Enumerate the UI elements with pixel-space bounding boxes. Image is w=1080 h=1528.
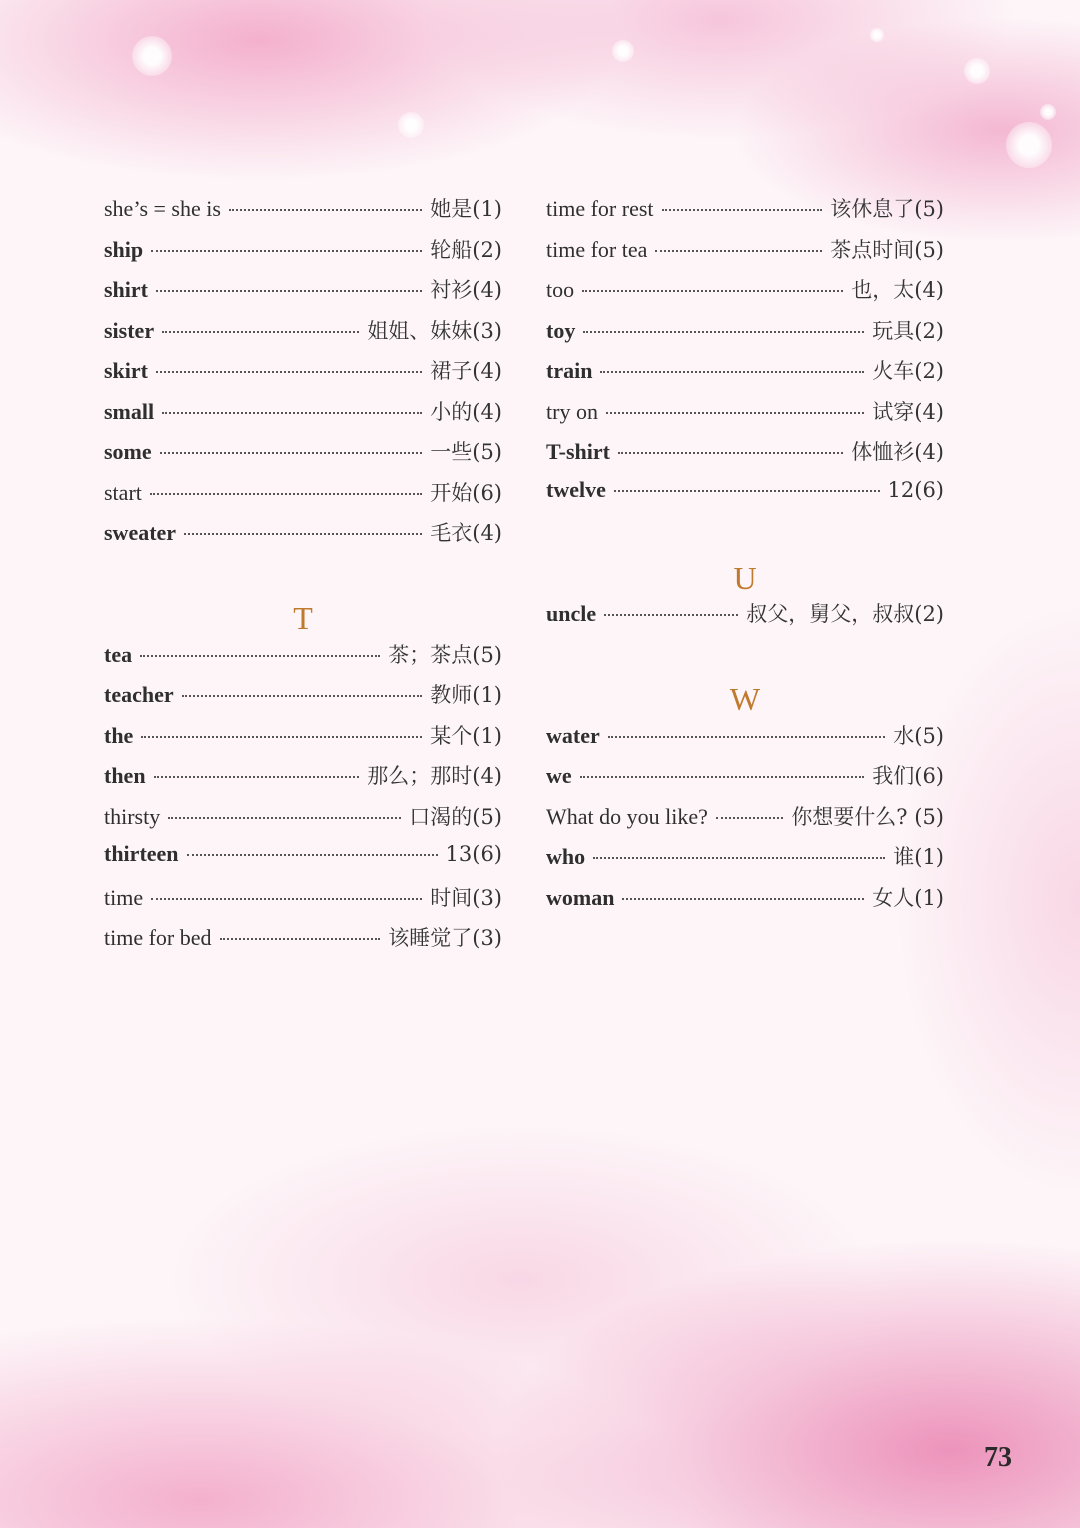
decorative-bubble: [1006, 122, 1052, 168]
entry-meaning: 该睡觉了(3): [388, 926, 502, 950]
decorative-bubble: [398, 112, 424, 138]
dot-leader: [154, 776, 360, 778]
entry-meaning: 水(5): [893, 723, 944, 748]
glossary-column-right: [546, 193, 944, 922]
dot-leader: [151, 898, 422, 900]
entry-meaning: 姐姐、妹妹(3): [367, 318, 502, 343]
entry-word: tea: [104, 641, 133, 667]
glossary-entry: [104, 396, 502, 437]
dot-leader: [229, 209, 422, 211]
dot-leader: [150, 493, 422, 495]
letter-section-heading: U: [733, 559, 757, 596]
dot-leader: [618, 452, 843, 454]
glossary-entry: [546, 841, 944, 882]
decorative-bubble: [1040, 104, 1056, 120]
entry-meaning: 开始(6): [430, 480, 502, 505]
letter-section-heading: T: [293, 600, 313, 636]
glossary-entry: [104, 234, 502, 275]
glossary-entry: [104, 882, 502, 923]
glossary-entry: [546, 760, 944, 801]
dot-leader: [662, 209, 823, 211]
glossary-entry: [104, 720, 502, 761]
entry-word: who: [546, 844, 586, 869]
glossary-entry: [546, 436, 944, 477]
entry-word: sister: [104, 317, 155, 343]
glossary-entry: [104, 639, 502, 680]
entry-meaning: 一些(5): [430, 440, 502, 464]
dot-leader: [622, 898, 864, 900]
entry-word: shirt: [104, 277, 148, 302]
glossary-entry: [104, 315, 502, 356]
dot-leader: [600, 371, 864, 373]
glossary-entry: [546, 720, 944, 761]
dot-leader: [184, 533, 422, 535]
section-spacer: [104, 558, 502, 599]
entry-meaning: 该休息了(5): [830, 197, 944, 221]
entry-meaning: 也，太(4): [851, 278, 944, 302]
entry-word: start: [104, 479, 142, 505]
entry-word: we: [546, 763, 572, 788]
glossary-column-left: [104, 193, 502, 963]
glossary-entry: [546, 801, 944, 842]
entry-word: sweater: [104, 520, 177, 545]
entry-word: train: [546, 358, 593, 383]
dot-leader: [160, 452, 423, 454]
glossary-entry: [104, 517, 502, 558]
dot-leader: [593, 857, 885, 859]
entry-word: woman: [546, 884, 615, 910]
glossary-entry: [546, 598, 944, 639]
dot-leader: [580, 776, 865, 778]
section-spacer: [546, 639, 944, 680]
glossary-entry: [546, 193, 944, 234]
entry-word: thirsty: [104, 803, 161, 829]
glossary-entry: [104, 193, 502, 234]
entry-word: too: [546, 277, 575, 302]
entry-meaning: 茶点时间(5): [830, 237, 944, 262]
entry-meaning: 玩具(2): [872, 318, 944, 343]
dot-leader: [655, 250, 822, 252]
page-number: 73: [984, 1442, 1012, 1473]
dot-leader: [182, 695, 423, 697]
entry-word: time for bed: [104, 925, 212, 950]
entry-word: thirteen: [104, 841, 179, 866]
glossary-entry: [104, 922, 502, 963]
dot-leader: [156, 371, 422, 373]
entry-word: teacher: [104, 682, 174, 707]
entry-word: toy: [546, 317, 576, 343]
entry-meaning: 试穿(4): [872, 399, 944, 424]
dot-leader: [162, 331, 359, 333]
entry-meaning: 那么；那时(4): [367, 764, 502, 788]
entry-meaning: 毛衣(4): [430, 521, 502, 545]
entry-meaning: 某个(1): [430, 723, 502, 748]
entry-word: she’s = she is: [104, 196, 221, 221]
glossary-entry: [104, 274, 502, 315]
glossary-entry: [546, 274, 944, 315]
entry-meaning: 衬衫(4): [430, 278, 502, 302]
entry-meaning: 裙子(4): [430, 359, 502, 383]
glossary-entry: [104, 355, 502, 396]
entry-word: time for rest: [546, 196, 654, 221]
entry-meaning: 13(6): [445, 842, 502, 866]
glossary-entry: [104, 477, 502, 518]
entry-word: time for tea: [546, 236, 648, 262]
glossary-entry: [546, 882, 944, 923]
entry-meaning: 她是(1): [430, 197, 502, 221]
dot-leader: [140, 655, 380, 657]
entry-word: some: [104, 439, 152, 464]
entry-meaning: 火车(2): [872, 359, 944, 383]
dot-leader: [582, 290, 843, 292]
entry-meaning: 你想要什么? (5): [791, 804, 944, 829]
dot-leader: [604, 614, 738, 616]
glossary-entry: [546, 396, 944, 437]
decorative-bubble: [964, 58, 990, 84]
entry-meaning: 女人(1): [872, 885, 944, 910]
glossary-entry: [104, 760, 502, 801]
entry-meaning: 谁(1): [893, 845, 944, 869]
dot-leader: [156, 290, 422, 292]
dot-leader: [614, 490, 880, 492]
dot-leader: [151, 250, 422, 252]
glossary-entry: [104, 841, 502, 882]
entry-word: skirt: [104, 358, 148, 383]
decorative-bubble: [870, 28, 884, 42]
dot-leader: [220, 938, 381, 940]
entry-word: twelve: [546, 476, 606, 502]
entry-word: water: [546, 722, 600, 748]
glossary-entry: [546, 477, 944, 518]
entry-meaning: 轮船(2): [430, 237, 502, 262]
entry-word: try on: [546, 398, 598, 424]
section-spacer: [546, 517, 944, 558]
entry-word: What do you like?: [546, 803, 708, 829]
glossary-entry: [546, 355, 944, 396]
dot-leader: [583, 331, 864, 333]
glossary-entry: [546, 234, 944, 275]
letter-section-heading: W: [729, 681, 761, 717]
entry-meaning: 教师(1): [430, 683, 502, 707]
entry-word: T-shirt: [546, 439, 610, 464]
dot-leader: [606, 412, 864, 414]
entry-meaning: 小的(4): [430, 399, 502, 424]
entry-word: uncle: [546, 601, 597, 626]
glossary-entry: [104, 436, 502, 477]
dot-leader: [168, 817, 401, 819]
entry-word: then: [104, 763, 146, 788]
dot-leader: [162, 412, 422, 414]
entry-word: ship: [104, 236, 144, 262]
entry-word: time: [104, 884, 144, 910]
decorative-bubble: [132, 36, 172, 76]
entry-meaning: 时间(3): [430, 885, 502, 910]
dot-leader: [141, 736, 422, 738]
glossary-entry: [104, 679, 502, 720]
entry-meaning: 12(6): [887, 477, 944, 502]
glossary-entry: [104, 801, 502, 842]
entry-meaning: 口渴的(5): [409, 804, 502, 829]
dot-leader: [187, 854, 438, 856]
dot-leader: [608, 736, 886, 738]
entry-meaning: 体恤衫(4): [851, 440, 944, 464]
entry-meaning: 我们(6): [872, 764, 944, 788]
entry-meaning: 叔父，舅父，叔叔(2): [746, 602, 944, 626]
decorative-bubble: [612, 40, 634, 62]
entry-word: the: [104, 722, 134, 748]
glossary-entry: [546, 315, 944, 356]
dot-leader: [716, 817, 783, 819]
entry-meaning: 茶；茶点(5): [388, 642, 502, 667]
entry-word: small: [104, 398, 155, 424]
